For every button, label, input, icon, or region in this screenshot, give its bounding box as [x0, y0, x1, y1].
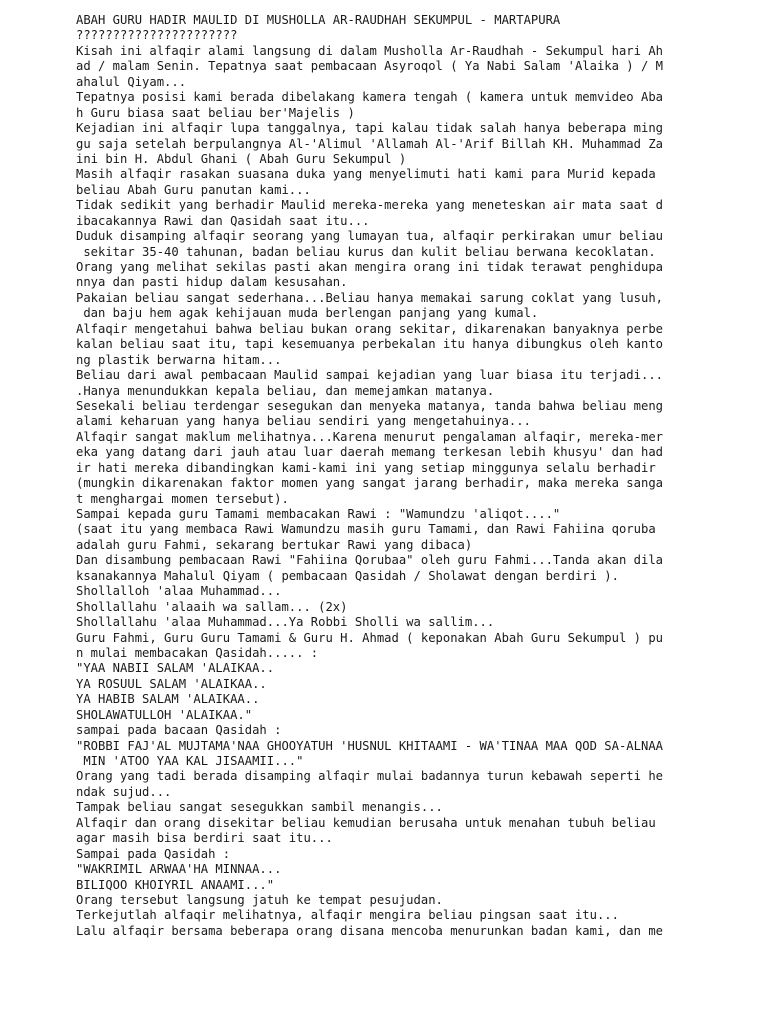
text-line: ndak sujud... — [76, 784, 172, 799]
text-line: eka yang datang dari jauh atau luar daerah memang terkesan lebih khusyu' dan had — [76, 445, 663, 460]
text-line: t menghargai momen tersebut). — [76, 491, 289, 506]
text-line: n mulai membacakan Qasidah..... : — [76, 645, 319, 660]
text-line: agar masih bisa berdiri saat itu... — [76, 831, 333, 846]
text-line: MIN 'ATOO YAA KAL JISAAMII..." — [76, 754, 304, 768]
text-line: "ROBBI FAJ'AL MUJTAMA'NAA GHOOYATUH 'HUSNUL KHITAAMI - WA'TINAA MAA QOD SA-ALNAA — [76, 738, 663, 753]
text-line: Sesekali beliau terdengar sesegukan dan menyeka matanya, tanda bahwa beliau meng — [76, 398, 663, 413]
text-line: ibacakannya Rawi dan Qasidah saat itu... — [76, 213, 370, 228]
text-line: Tampak beliau sangat sesegukkan sambil menangis... — [76, 800, 443, 815]
text-line: Tidak sedikit yang berhadir Maulid mereka-mereka yang meneteskan air mata saat d — [76, 198, 663, 213]
text-line: Duduk disamping alfaqir seorang yang lumayan tua, alfaqir perkirakan umur beliau — [76, 229, 663, 244]
text-line: Shollallahu 'alaaih wa sallam... (2x) — [76, 599, 348, 614]
text-line: ini bin H. Abdul Ghani ( Abah Guru Sekumpul ) — [76, 151, 407, 166]
document-title: ABAH GURU HADIR MAULID DI MUSHOLLA AR-RAUDHAH SEKUMPUL - MARTAPURA — [76, 13, 561, 27]
text-line: sekitar 35-40 tahunan, badan beliau kurus dan kulit beliau berwana kecoklatan. — [76, 244, 656, 259]
text-line: Orang tersebut langsung jatuh ke tempat pesujudan. — [76, 892, 443, 907]
text-line: h Guru biasa saat beliau ber'Majelis ) — [76, 105, 355, 120]
text-line: nnya dan pasti hidup dalam kesusahan. — [76, 275, 348, 290]
text-line: Beliau dari awal pembacaan Maulid sampai kejadian yang luar biasa itu terjadi... — [76, 368, 663, 383]
text-line: kalan beliau saat itu, tapi kesemuanya perbekalan itu hanya dibungkus oleh kanto — [76, 337, 663, 352]
text-line: beliau Abah Guru panutan kami... — [76, 182, 311, 197]
text-line: Shollallahu 'alaa Muhammad...Ya Robbi Sholli wa sallim... — [76, 615, 495, 630]
text-line: ng plastik berwarna hitam... — [76, 352, 282, 367]
text-line: YA HABIB SALAM 'ALAIKAA.. — [76, 692, 260, 707]
text-line: Guru Fahmi, Guru Guru Tamami & Guru H. Ahmad ( keponakan Abah Guru Sekumpul ) pu — [76, 630, 663, 645]
text-line: ad / malam Senin. Tepatnya saat pembacaan Asyroqol ( Ya Nabi Salam 'Alaika ) / M — [76, 59, 663, 74]
text-line: ksanakannya Mahalul Qiyam ( pembacaan Qasidah / Sholawat dengan berdiri ). — [76, 568, 619, 583]
text-line: (mungkin dikarenakan faktor momen yang sangat jarang berhadir, maka mereka sanga — [76, 476, 663, 491]
text-line: Sampai pada Qasidah : — [76, 846, 231, 861]
text-line: Orang yang tadi berada disamping alfaqir mulai badannya turun kebawah seperti he — [76, 769, 663, 784]
text-line: ir hati mereka dibandingkan kami-kami ini yang setiap minggunya selalu berhadir — [76, 460, 656, 475]
text-line: Pakaian beliau sangat sederhana...Beliau hanya memakai sarung coklat yang lusuh, — [76, 290, 663, 305]
text-line: adalah guru Fahmi, sekarang bertukar Rawi yang dibaca) — [76, 537, 473, 552]
text-line: dan baju hem agak kehijauan muda berlengan panjang yang kumal. — [76, 306, 539, 321]
text-line: Orang yang melihat sekilas pasti akan mengira orang ini tidak terawat penghidupa — [76, 260, 663, 274]
text-line: BILIQOO KHOIYRIL ANAAMI..." — [76, 877, 275, 892]
text-line: Alfaqir mengetahui bahwa beliau bukan orang sekitar, dikarenakan banyaknya perbe — [76, 321, 663, 336]
text-line: Masih alfaqir rasakan suasana duka yang menyelimuti hati kami para Murid kepada — [76, 167, 656, 182]
text-line: alami keharuan yang hanya beliau sendiri yang mengetahuinya... — [76, 414, 531, 429]
text-line: Shollalloh 'alaa Muhammad... — [76, 584, 282, 599]
text-line: Sampai kepada guru Tamami membacakan Rawi : "Wamundzu 'aliqot...." — [76, 507, 561, 521]
text-line: "YAA NABII SALAM 'ALAIKAA.. — [76, 661, 275, 676]
text-line: Alfaqir dan orang disekitar beliau kemudian berusaha untuk menahan tubuh beliau — [76, 815, 656, 830]
text-line: .Hanya menundukkan kepala beliau, dan memejamkan matanya. — [76, 383, 495, 398]
document-page — [76, 13, 756, 939]
text-line: SHOLAWATULLOH 'ALAIKAA." — [76, 707, 253, 722]
text-line: Kisah ini alfaqir alami langsung di dalam Musholla Ar-Raudhah - Sekumpul hari Ah — [76, 43, 663, 58]
text-line: ?????????????????????? — [76, 28, 238, 43]
text-line: Alfaqir sangat maklum melihatnya...Karena menurut pengalaman alfaqir, mereka-mer — [76, 429, 663, 444]
text-line: Kejadian ini alfaqir lupa tanggalnya, tapi kalau tidak salah hanya beberapa ming — [76, 121, 663, 136]
text-line: Terkejutlah alfaqir melihatnya, alfaqir mengira beliau pingsan saat itu... — [76, 908, 619, 923]
text-line: Lalu alfaqir bersama beberapa orang disana mencoba menurunkan badan kami, dan me — [76, 923, 663, 938]
text-line: sampai pada bacaan Qasidah : — [76, 723, 282, 738]
text-line: (saat itu yang membaca Rawi Wamundzu masih guru Tamami, dan Rawi Fahiina qoruba — [76, 522, 656, 537]
text-line: Dan disambung pembacaan Rawi "Fahiina Qorubaa" oleh guru Fahmi...Tanda akan dila — [76, 553, 663, 568]
text-line: ahalul Qiyam... — [76, 74, 187, 89]
text-line: YA ROSUUL SALAM 'ALAIKAA.. — [76, 676, 267, 691]
text-line: "WAKRIMIL ARWAA'HA MINNAA... — [76, 862, 282, 877]
text-line: gu saja setelah berpulangnya Al-'Alimul 'Allamah Al-'Arif Billah KH. Muhammad Za — [76, 136, 663, 151]
text-line: Tepatnya posisi kami berada dibelakang kamera tengah ( kamera untuk memvideo Aba — [76, 90, 663, 105]
